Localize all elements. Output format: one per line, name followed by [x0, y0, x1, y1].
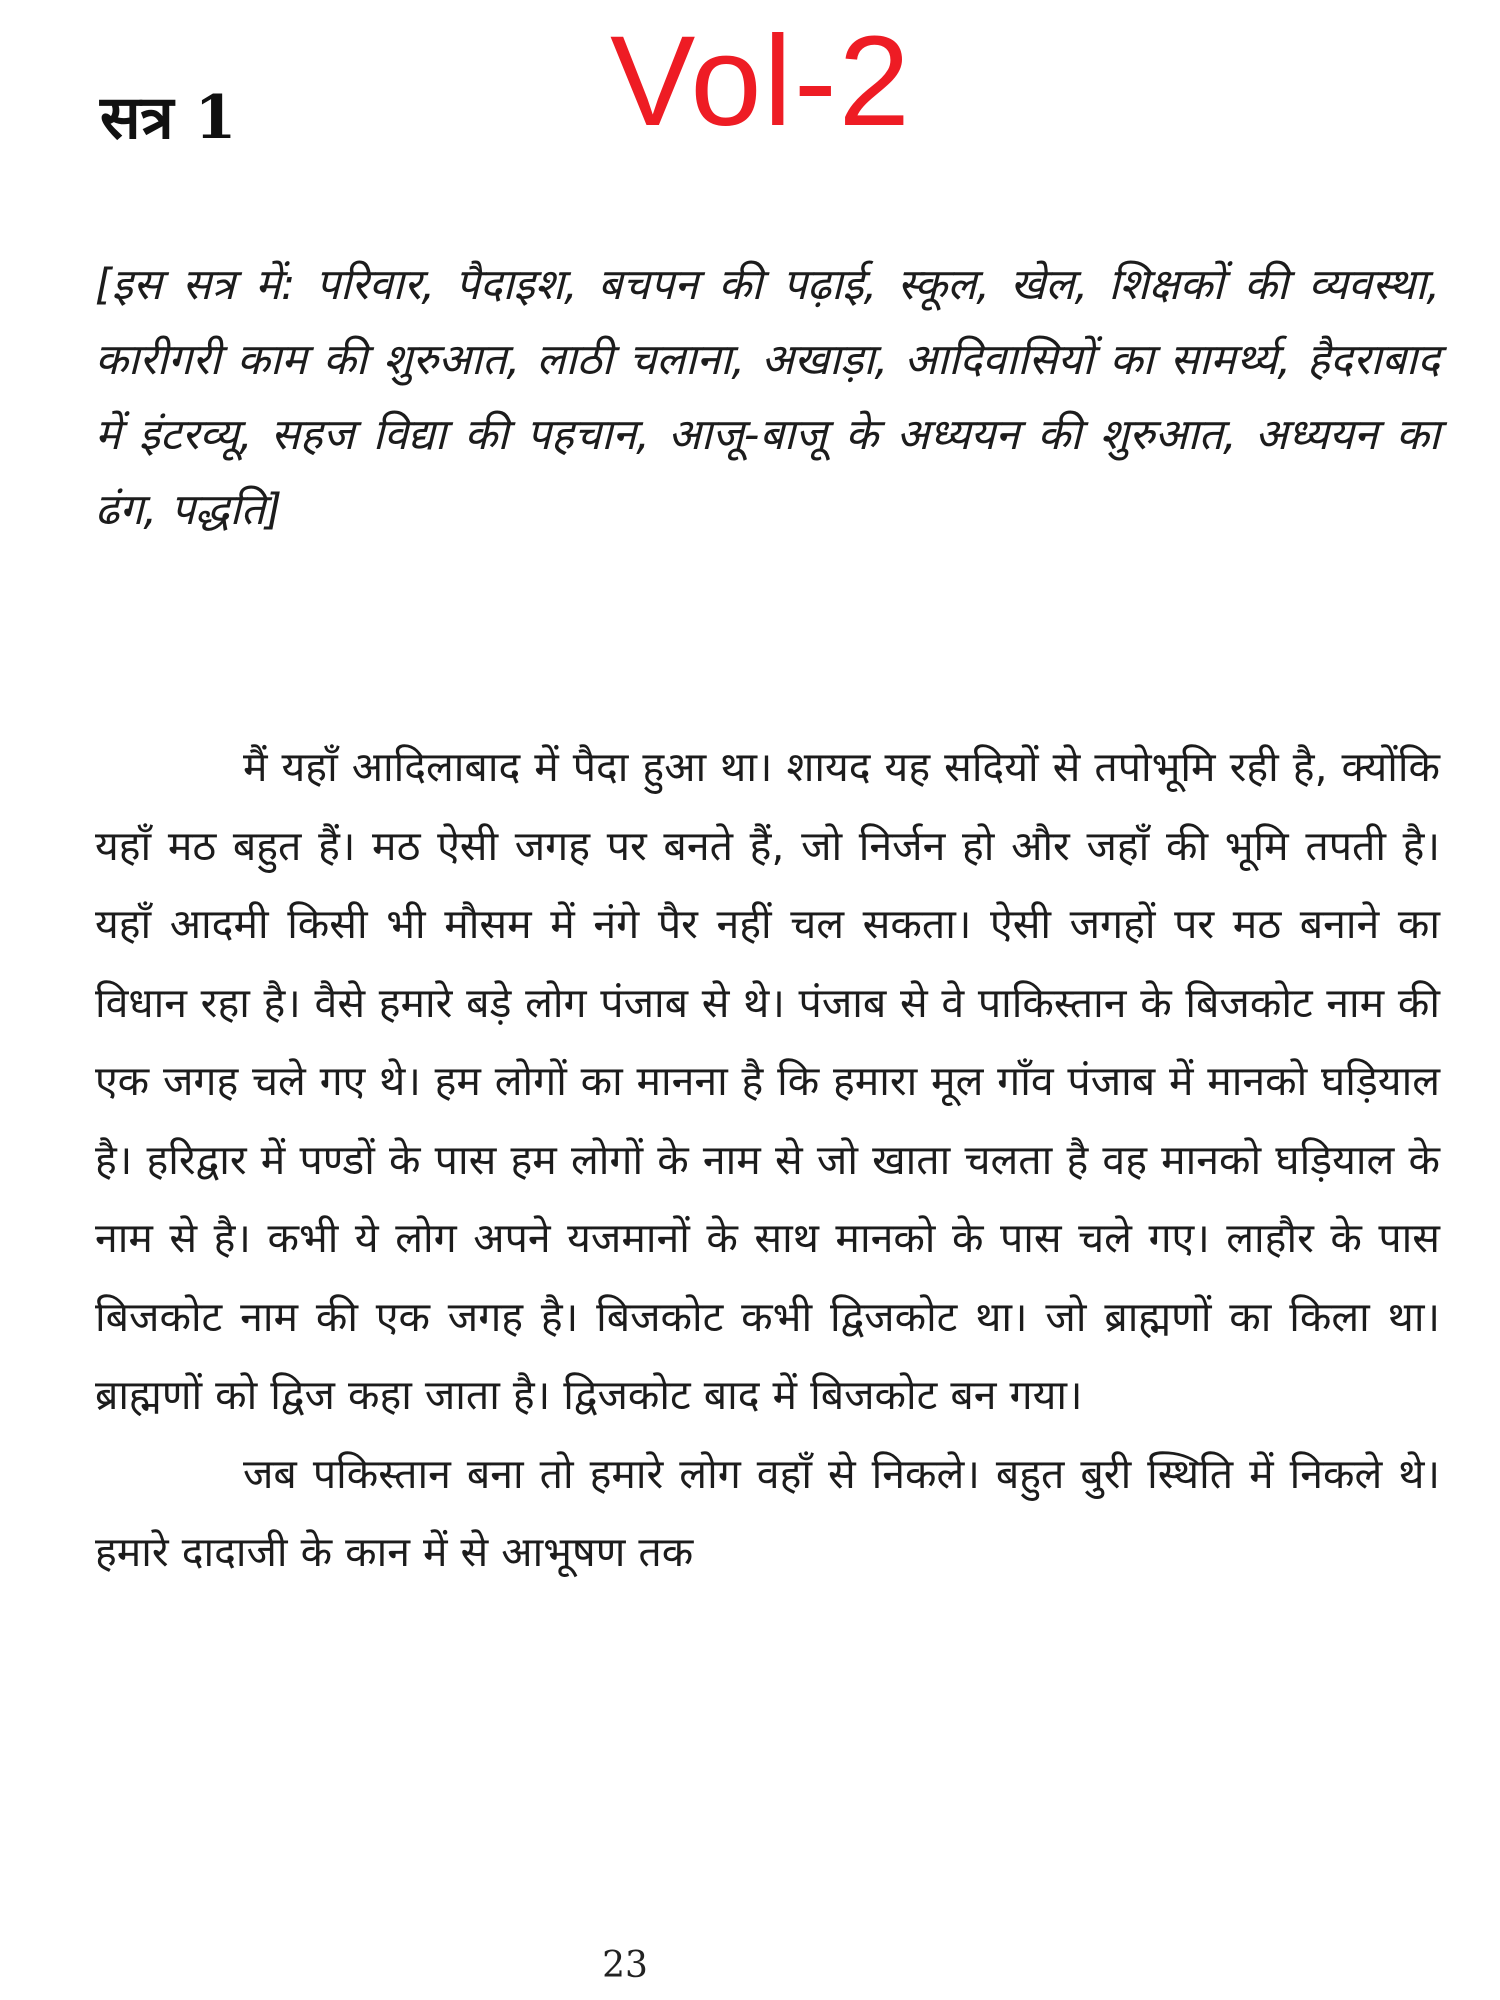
volume-label: Vol-2 — [610, 10, 912, 153]
session-summary: [इस सत्र में: परिवार, पैदाइश, बचपन की पढ़ाई, स्कूल, खेल, शिक्षकों की व्यवस्था, कारीगरी काम की शुरुआत, लाठी चलाना, अखाड़ा, आदिवासियों का सामर्थ्य, हैदराबाद में इंटरव्यू, सहज विद्या की पहचान, आजू-बाजू के अध्ययन की शुरुआत, अध्ययन का ढंग, पद्धति] — [95, 260, 1440, 535]
session-heading: सत्र 1 — [100, 83, 237, 153]
body-text — [95, 728, 1440, 1592]
page-number: 23 — [602, 1945, 648, 1986]
paragraph: मैं यहाँ आदिलाबाद में पैदा हुआ था। शायद यह सदियों से तपोभूमि रही है, क्योंकि यहाँ मठ बहुत हैं। मठ ऐसी जगह पर बनते हैं, जो निर्जन हो और जहाँ की भूमि तपती है। यहाँ आदमी किसी भी मौसम में नंगे पैर नहीं चल सकता। ऐसी जगहों पर मठ बनाने का विधान रहा है। वैसे हमारे बड़े लोग पंजाब से थे। पंजाब से वे पाकिस्तान के बिजकोट नाम की एक जगह चले गए थे। हम लोगों का मानना है कि हमारा मूल गाँव पंजाब में मानको घड़ियाल है। हरिद्वार में पण्डों के पास हम लोगों के नाम से जो खाता चलता है वह मानको घड़ियाल के नाम से है। कभी ये लोग अपने यजमानों के साथ मानको के पास चले गए। लाहौर के पास बिजकोट नाम की एक जगह है। बिजकोट कभी द्विजकोट था। जो ब्राह्मणों का किला था। ब्राह्मणों को द्विज कहा जाता है। द्विजकोट बाद में बिजकोट बन गया। — [95, 743, 1440, 1419]
paragraph: जब पकिस्तान बना तो हमारे लोग वहाँ से निकले। बहुत बुरी स्थिति में निकले थे। हमारे दादाजी के कान में से आभूषण तक — [95, 1449, 1440, 1576]
